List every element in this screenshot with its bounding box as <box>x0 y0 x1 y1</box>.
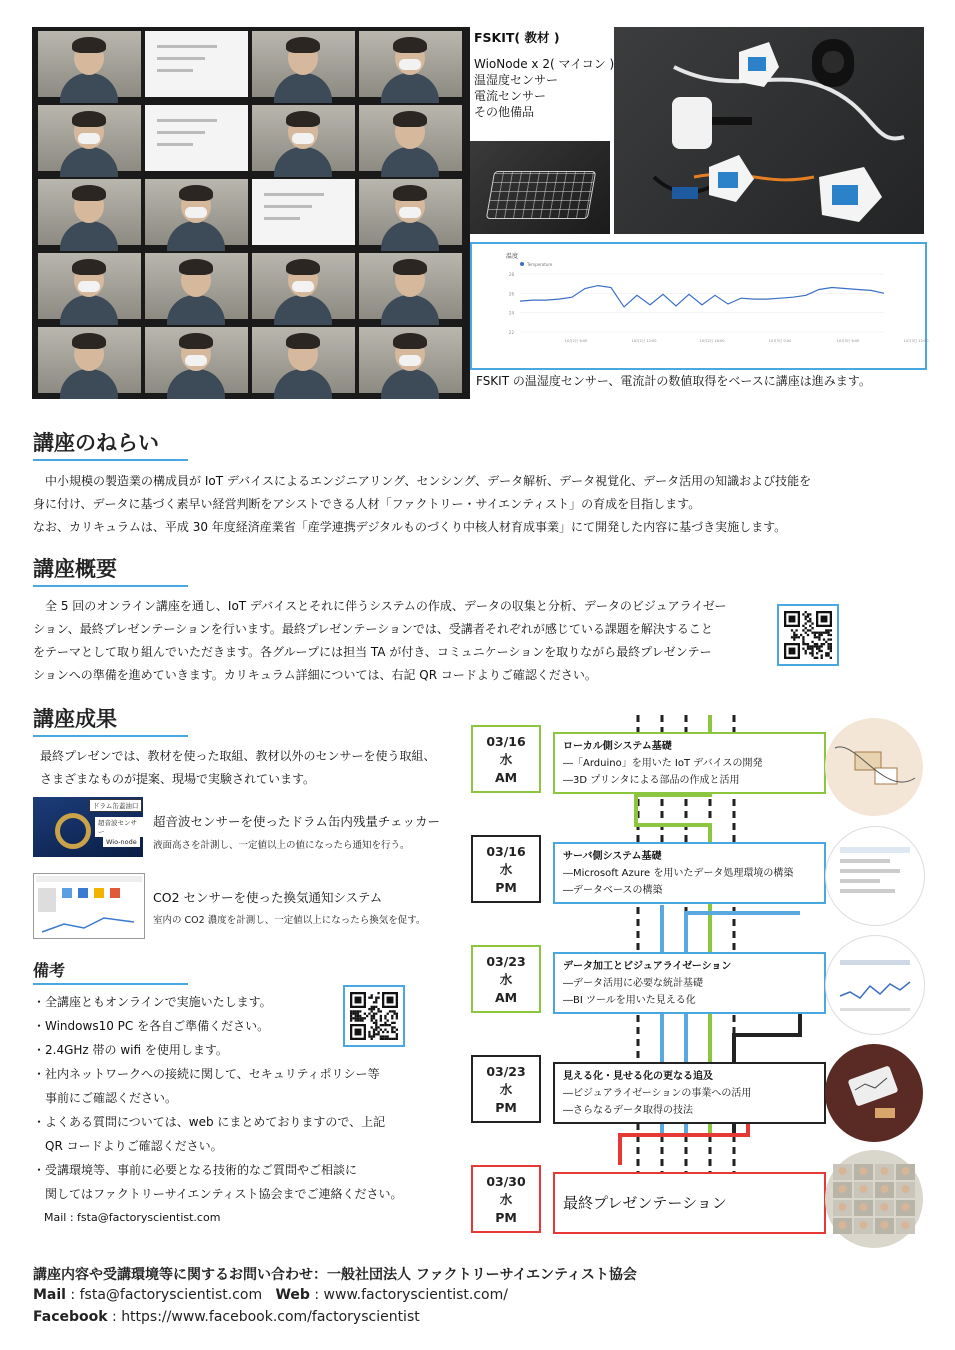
session-date <box>471 1165 541 1233</box>
contact-mail-web: Mail : fsta@factoryscientist.com Web : www.factoryscientist.com/ <box>33 1287 508 1303</box>
participant-video-tile <box>359 179 462 245</box>
x-tick-label: 10月3日 12:00 <box>903 339 929 343</box>
temperature-chart-svg <box>472 244 929 368</box>
x-tick-label: 10月2日 6:00 <box>564 339 588 343</box>
results-intro-line: さまざまなものが提案、現場で実験されています。 <box>40 772 316 786</box>
session-content <box>553 842 826 904</box>
kit-description <box>474 30 614 120</box>
azure-screen-photo <box>825 826 925 926</box>
session-slot: PM <box>495 1100 517 1115</box>
session-date: 03/30 <box>486 1174 526 1189</box>
aim-underline <box>33 459 188 461</box>
note-item: Mail : fsta@factoryscientist.com <box>33 1211 221 1224</box>
session-content <box>553 1172 826 1234</box>
x-tick-label: 10月2日 12:00 <box>631 339 657 343</box>
session-day: 水 <box>499 752 513 767</box>
kit-line: その他備品 <box>474 105 535 119</box>
bi-dashboard-photo <box>825 935 925 1035</box>
participant-video-tile <box>38 179 141 245</box>
session-day: 水 <box>499 1192 513 1207</box>
note-item: ・2.4GHz 帯の wifi を使用します。 <box>33 1043 228 1057</box>
aim-line: 身に付け、データに基づく素早い経営判断をアシストできる人材「ファクトリー・サイエンティスト」の育成を目指します。 <box>33 497 701 511</box>
session-topic: ―「Arduino」を用いた IoT デバイスの開発 <box>563 758 763 769</box>
y-tick-label: 22 <box>508 330 514 335</box>
session-date <box>471 725 541 793</box>
note-item: QR コードよりご確認ください。 <box>33 1139 223 1153</box>
facebook-label: Facebook <box>33 1309 108 1325</box>
y-tick-label: 26 <box>508 291 514 297</box>
kit-line: 電流センサー <box>474 89 547 103</box>
results-underline <box>33 735 188 737</box>
session-date <box>471 945 541 1013</box>
session-title: データ加工とビジュアライゼーション <box>563 961 732 972</box>
overview-underline <box>33 585 188 587</box>
participant-video-tile <box>38 327 141 393</box>
contact-facebook: Facebook : https://www.facebook.com/factoryscientist <box>33 1309 420 1325</box>
overview-line: 全 5 回のオンライン講座を通し、IoT デバイスとそれに伴うシステムの作成、データの収集と分析、データのビジュアライゼー <box>33 599 727 613</box>
chart-title: 温度 <box>506 253 519 260</box>
results-intro <box>40 745 460 791</box>
session-day: 水 <box>499 972 513 987</box>
visualization-device-photo <box>825 1044 923 1142</box>
legend-label: Temperature <box>527 262 553 267</box>
session-content <box>553 952 826 1014</box>
session-topic: ―データ活用に必要な統計基礎 <box>563 978 703 989</box>
note-item: ・社内ネットワークへの接続に関して、セキュリティポリシー等 <box>33 1067 380 1081</box>
note-item: 事前にご確認ください。 <box>33 1091 178 1105</box>
co2-system-title: CO2 センサーを使った換気通知システム <box>153 890 383 905</box>
thumb-label: Wio-node <box>103 837 140 847</box>
x-tick-label: 10月2日 18:00 <box>699 339 725 343</box>
session-topic: ―BI ツールを用いた見える化 <box>563 995 696 1006</box>
participant-video-tile <box>359 253 462 319</box>
co2-system-desc: 室内の CO2 濃度を計測し、一定値以上になったら換気を促す。 <box>153 915 426 926</box>
participant-video-tile <box>359 31 462 97</box>
overview-line: をテーマとして取り組んでいただきます。各グループには担当 TA が付き、コミュニケーションを取りながら最終プレゼンテー <box>33 645 712 659</box>
y-tick-label: 28 <box>508 272 514 277</box>
participant-video-tile <box>145 327 248 393</box>
session-slot: PM <box>495 880 517 895</box>
co2-system-thumbnail <box>33 873 145 939</box>
aim-line: なお、カリキュラムは、平成 30 年度経済産業省「産学連携デジタルものづくり中核人材育成事業」にて開発した内容に基づき実施します。 <box>33 520 787 534</box>
drum-checker-title: 超音波センサーを使ったドラム缶内残量チェッカー <box>153 814 441 829</box>
kit-title: FSKIT( 教材 ) <box>474 30 560 45</box>
participant-video-tile <box>252 179 355 245</box>
note-item: ・全講座ともオンラインで実施いたします。 <box>33 995 272 1009</box>
session-date <box>471 835 541 903</box>
aim-text <box>33 470 923 539</box>
participant-video-tile <box>252 327 355 393</box>
session-topic: ―ビジュアライゼーションの事業への活用 <box>563 1088 752 1099</box>
note-item: 関してはファクトリーサイエンティスト協会までご連絡ください。 <box>33 1187 403 1201</box>
drum-checker-thumbnail <box>33 797 143 857</box>
participant-video-tile <box>145 105 248 171</box>
thumb-label: 超音波センサー <box>95 817 143 837</box>
participant-video-tile <box>359 327 462 393</box>
x-tick-label: 10月3日 0:00 <box>768 339 792 343</box>
session-topic: ―データベースの構築 <box>563 885 663 896</box>
mail-label: Mail <box>33 1287 66 1303</box>
results-intro-line: 最終プレゼンでは、教材を使った取組、教材以外のセンサーを使う取組、 <box>40 749 436 763</box>
overview-line: ション、最終プレゼンテーションを行います。最終プレゼンテーションでは、受講者それぞれが感じている課題を解決すること <box>33 622 713 636</box>
overview-text <box>33 595 773 687</box>
kit-line: 温湿度センサー <box>474 73 559 87</box>
keyboard-sticker-photo <box>470 141 610 234</box>
participant-video-tile <box>145 179 248 245</box>
session-title: 最終プレゼンテーション <box>563 1194 727 1212</box>
participant-video-tile <box>38 253 141 319</box>
notes-underline <box>33 983 188 985</box>
participant-video-tile <box>145 31 248 97</box>
participant-video-tile <box>38 105 141 171</box>
session-topic: ―さらなるデータ取得の技法 <box>563 1105 693 1116</box>
session-day: 水 <box>499 862 513 877</box>
web-link[interactable]: www.factoryscientist.com/ <box>323 1287 508 1303</box>
participant-video-tile <box>252 105 355 171</box>
temperature-chart <box>470 242 927 370</box>
session-date <box>471 1055 541 1123</box>
session-slot: AM <box>494 770 518 785</box>
notes-heading: 備考 <box>33 961 66 980</box>
note-item: ・Windows10 PC を各自ご準備ください。 <box>33 1019 270 1033</box>
drum-checker-desc: 液面高さを計測し、一定値以上の値になったら通知を行う。 <box>153 840 410 851</box>
curriculum-qr-code[interactable] <box>777 604 839 666</box>
thumb-label: ドラム缶蓋油口 <box>89 799 142 812</box>
chart-caption: FSKIT の温湿度センサー、電流計の数値取得をベースに講座は進みます。 <box>476 374 871 388</box>
final-presentation-photo <box>825 1150 923 1248</box>
session-title: 見える化・見せる化の更なる追及 <box>563 1071 713 1082</box>
legend-marker <box>520 262 524 266</box>
session-date: 03/23 <box>486 1064 526 1079</box>
session-title: ローカル側システム基礎 <box>563 741 672 752</box>
temperature-series-line <box>520 286 884 307</box>
session-day: 水 <box>499 1082 513 1097</box>
session-date: 03/16 <box>486 734 526 749</box>
mail-address[interactable]: fsta@factoryscientist.com <box>79 1287 263 1303</box>
session-date: 03/23 <box>486 954 526 969</box>
session-date: 03/16 <box>486 844 526 859</box>
aim-heading: 講座のねらい <box>33 431 159 455</box>
session-title: サーバ側システム基礎 <box>563 851 662 862</box>
facebook-link[interactable]: https://www.facebook.com/factoryscientist <box>121 1309 420 1325</box>
web-label: Web <box>275 1287 310 1303</box>
contact-title: 講座内容や受講環境等に関するお問い合わせ：一般社団法人 ファクトリーサイエンティスト協会 <box>33 1267 637 1283</box>
overview-line: ションへの準備を進めていきます。カリキュラム詳細については、右記 QR コードよりご確認ください。 <box>33 668 597 682</box>
aim-line: 中小規模の製造業の構成員が IoT デバイスによるエンジニアリング、センシング、データ解析、データ視覚化、データ活用の知識および技能を <box>33 474 812 488</box>
arduino-device-photo <box>825 718 923 816</box>
results-heading: 講座成果 <box>33 707 117 731</box>
faq-qr-code[interactable] <box>343 985 405 1047</box>
session-slot: PM <box>495 1210 517 1225</box>
session-slot: AM <box>494 990 518 1005</box>
session-topic: ―3D プリンタによる部品の作成と活用 <box>563 775 740 786</box>
iot-devices-photo <box>614 27 924 234</box>
note-item: ・受講環境等、事前に必要となる技術的なご質問やご相談に <box>33 1163 358 1177</box>
note-item: ・よくある質問については、web にまとめておりますので、上記 <box>33 1115 386 1129</box>
kit-line: WioNode x 2( マイコン ) <box>474 57 615 71</box>
session-topic: ―Microsoft Azure を用いたデータ処理環境の構築 <box>563 868 794 879</box>
participant-video-tile <box>145 253 248 319</box>
participant-video-tile <box>359 105 462 171</box>
x-tick-label: 10月3日 6:00 <box>836 339 860 343</box>
overview-heading: 講座概要 <box>33 557 117 581</box>
online-class-photo-grid <box>32 27 470 399</box>
participant-video-tile <box>252 31 355 97</box>
y-tick-label: 24 <box>508 310 514 316</box>
participant-video-tile <box>252 253 355 319</box>
participant-video-tile <box>38 31 141 97</box>
session-content <box>553 1062 826 1124</box>
session-content <box>553 732 826 794</box>
